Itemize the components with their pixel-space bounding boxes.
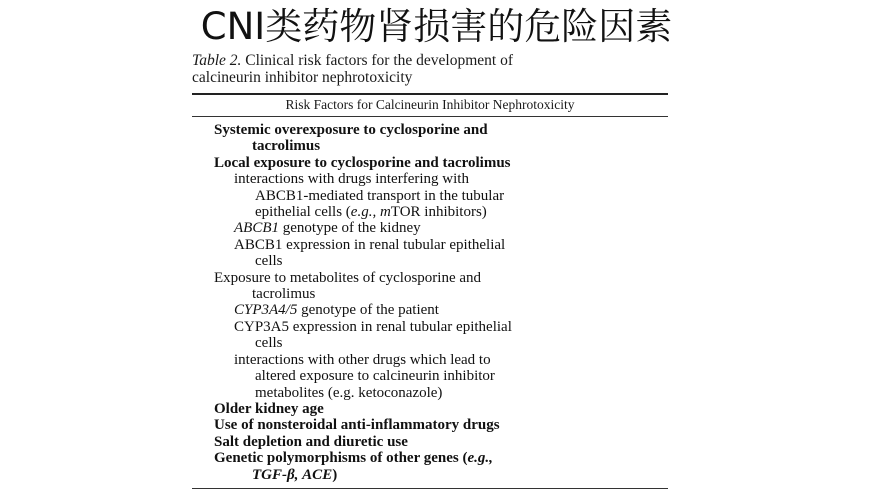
risk-factor-subrow: epithelial cells (e.g., mTOR inhibitors) [255, 204, 487, 221]
risk-factor-subrow: interactions with other drugs which lead to [234, 351, 491, 368]
table-header-rule [192, 116, 668, 117]
risk-factor-row: Salt depletion and diuretic use [214, 433, 408, 450]
table-caption [192, 52, 672, 86]
risk-factor-list [214, 122, 654, 483]
risk-factor-row: tacrolimus [252, 286, 316, 303]
risk-factor-row: Systemic overexposure to cyclosporine and [214, 122, 488, 138]
risk-factor-subrow: ABCB1-mediated transport in the tubular [255, 187, 505, 204]
risk-factor-subrow: CYP3A4/5 genotype of the patient [234, 302, 439, 319]
risk-factor-subrow: metabolites (e.g. ketoconazole) [255, 384, 443, 401]
risk-factor-subrow: cells [255, 335, 283, 352]
risk-factor-subrow: altered exposure to calcineurin inhibitor [255, 368, 495, 385]
risk-factor-row: Local exposure to cyclosporine and tacrolimus [214, 154, 511, 171]
risk-factor-subrow: ABCB1 expression in renal tubular epithelial [234, 236, 506, 253]
risk-factor-row: Genetic polymorphisms of other genes (e.g., [214, 450, 493, 467]
risk-factor-subrow: interactions with drugs interfering with [234, 171, 469, 188]
risk-factor-subrow: ABCB1 genotype of the kidney [234, 220, 421, 237]
table-column-header: Risk Factors for Calcineurin Inhibitor Nephrotoxicity [285, 97, 575, 112]
risk-factor-row: Exposure to metabolites of cyclosporine and [214, 269, 482, 286]
risk-factor-row: Use of nonsteroidal anti-inflammatory drugs [214, 417, 500, 434]
table-caption-text-2: calcineurin inhibitor nephrotoxicity [192, 69, 413, 86]
table-bottom-rule [192, 488, 668, 489]
risk-factor-subrow: cells [255, 253, 283, 270]
table-caption-text-1: Clinical risk factors for the development of [241, 52, 513, 69]
table-top-rule [192, 93, 668, 95]
risk-factor-row: tacrolimus [252, 138, 321, 155]
risk-factor-row: Older kidney age [214, 400, 324, 417]
slide-title: CNI类药物肾损害的危险因素 [200, 5, 673, 48]
table-caption-label: Table 2. [192, 52, 242, 69]
risk-factor-row: TGF-β, ACE) [252, 466, 338, 483]
risk-factor-subrow: CYP3A5 expression in renal tubular epithelial [234, 318, 512, 335]
